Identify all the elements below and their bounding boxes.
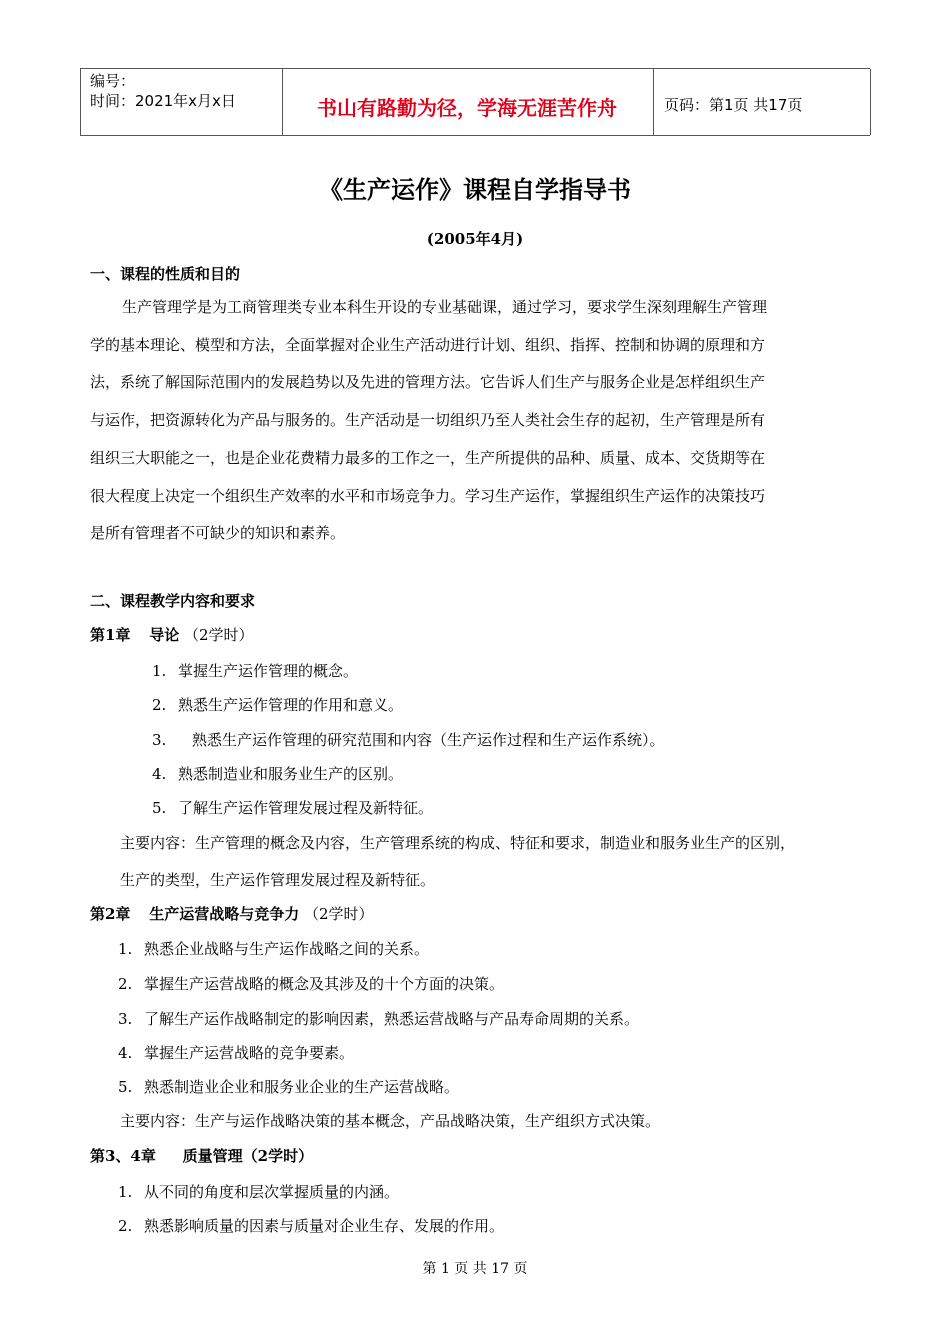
- paragraph-line: 与运作，把资源转化为产品与服务的。生产活动是一切组织乃至人类社会生存的起初，生产管理是所有: [90, 411, 766, 429]
- list-item: [118, 1042, 354, 1063]
- list-item: [118, 1181, 399, 1202]
- list-number: 2.: [152, 696, 167, 714]
- header-bottom-border: [80, 135, 870, 136]
- list-number: 3.: [152, 731, 167, 749]
- list-number: 4.: [152, 765, 167, 783]
- list-text: 了解生产运作管理发展过程及新特征。: [178, 799, 434, 817]
- list-item: [152, 729, 665, 750]
- list-text: 熟悉制造业和服务业生产的区别。: [178, 765, 404, 783]
- list-text: 熟悉生产运作管理的研究范围和内容（生产运作过程和生产运作系统）。: [192, 731, 665, 749]
- chapter-hours: （2学时）: [304, 905, 374, 923]
- chapter-label: 第3、4章: [90, 1147, 156, 1165]
- list-item: [118, 1076, 459, 1097]
- list-text: 掌握生产运营战略的概念及其涉及的十个方面的决策。: [144, 975, 505, 993]
- list-number: 4.: [118, 1044, 133, 1062]
- chapter-summary: 主要内容：生产与运作战略决策的基本概念，产品战略决策，生产组织方式决策。: [120, 1112, 661, 1130]
- list-item: [152, 694, 403, 715]
- list-item: [118, 938, 429, 959]
- paragraph-line: 很大程度上决定一个组织生产效率的水平和市场竞争力。学习生产运作，掌握组织生产运作的决策技巧: [90, 487, 766, 505]
- chapter-heading: [90, 1145, 313, 1166]
- list-text: 熟悉影响质量的因素与质量对企业生存、发展的作用。: [144, 1217, 505, 1235]
- document-date: (2005年4月): [426, 230, 524, 248]
- page-indicator: 页码：第1页 共17页: [664, 96, 803, 114]
- page-footer: 第 1 页 共 17 页: [422, 1261, 528, 1277]
- header-motto: 书山有路勤为径，学海无涯苦作舟: [317, 96, 617, 120]
- time-label: 时间：2021年x月x日: [90, 92, 236, 110]
- list-number: 5.: [152, 799, 167, 817]
- list-number: 1.: [118, 940, 133, 958]
- list-text: 了解生产运作战略制定的影响因素，熟悉运营战略与产品寿命周期的关系。: [144, 1010, 640, 1028]
- list-item: [118, 1008, 639, 1029]
- section-heading: 二、课程教学内容和要求: [90, 592, 256, 610]
- list-item: [118, 973, 504, 994]
- header-divider: [653, 69, 654, 135]
- list-number: 2.: [118, 975, 133, 993]
- paragraph-line: 生产管理学是为工商管理类专业本科生开设的专业基础课，通过学习，要求学生深刻理解生产管理: [122, 298, 768, 316]
- paragraph-line: 组织三大职能之一，也是企业花费精力最多的工作之一，生产所提供的品种、质量、成本、交货期等在: [90, 449, 766, 467]
- paragraph-line: 是所有管理者不可缺少的知识和素养。: [90, 524, 346, 542]
- paragraph-line: 学的基本理论、模型和方法，全面掌握对企业生产活动进行计划、组织、指挥、控制和协调的原理和方: [90, 336, 766, 354]
- chapter-hours: （2学时）: [184, 626, 254, 644]
- section-heading: 一、课程的性质和目的: [90, 265, 241, 283]
- header-divider: [80, 69, 81, 135]
- chapter-summary: 主要内容：生产管理的概念及内容，生产管理系统的构成、特征和要求，制造业和服务业生产的区别，: [120, 834, 796, 852]
- chapter-name: 导论: [149, 626, 180, 644]
- chapter-summary: 生产的类型，生产运作管理发展过程及新特征。: [120, 871, 436, 889]
- chapter-name: 生产运营战略与竞争力: [149, 905, 300, 923]
- list-number: 3.: [118, 1010, 133, 1028]
- serial-label: 编号：: [90, 72, 136, 90]
- list-number: 1.: [118, 1183, 133, 1201]
- list-text: 掌握生产运营战略的竞争要素。: [144, 1044, 355, 1062]
- list-item: [152, 797, 433, 818]
- list-text: 熟悉生产运作管理的作用和意义。: [178, 696, 404, 714]
- list-item: [118, 1215, 504, 1236]
- list-text: 熟悉制造业企业和服务业企业的生产运营战略。: [144, 1078, 460, 1096]
- list-number: 2.: [118, 1217, 133, 1235]
- document-title: 《生产运作》课程自学指导书: [319, 176, 631, 204]
- list-text: 掌握生产运作管理的概念。: [178, 662, 359, 680]
- chapter-heading: [90, 903, 374, 924]
- list-number: 5.: [118, 1078, 133, 1096]
- list-text: 熟悉企业战略与生产运作战略之间的关系。: [144, 940, 430, 958]
- header-divider: [870, 69, 871, 135]
- list-item: [152, 763, 403, 784]
- header-top-border: [80, 68, 870, 69]
- chapter-heading: [90, 624, 254, 645]
- list-text: 从不同的角度和层次掌握质量的内涵。: [144, 1183, 400, 1201]
- chapter-label: 第2章: [90, 905, 131, 923]
- chapter-label: 第1章: [90, 626, 131, 644]
- list-item: [152, 660, 358, 681]
- paragraph-line: 法，系统了解国际范围内的发展趋势以及先进的管理方法。它告诉人们生产与服务企业是怎样组织生产: [90, 373, 766, 391]
- list-number: 1.: [152, 662, 167, 680]
- chapter-name: 质量管理（2学时）: [182, 1147, 314, 1165]
